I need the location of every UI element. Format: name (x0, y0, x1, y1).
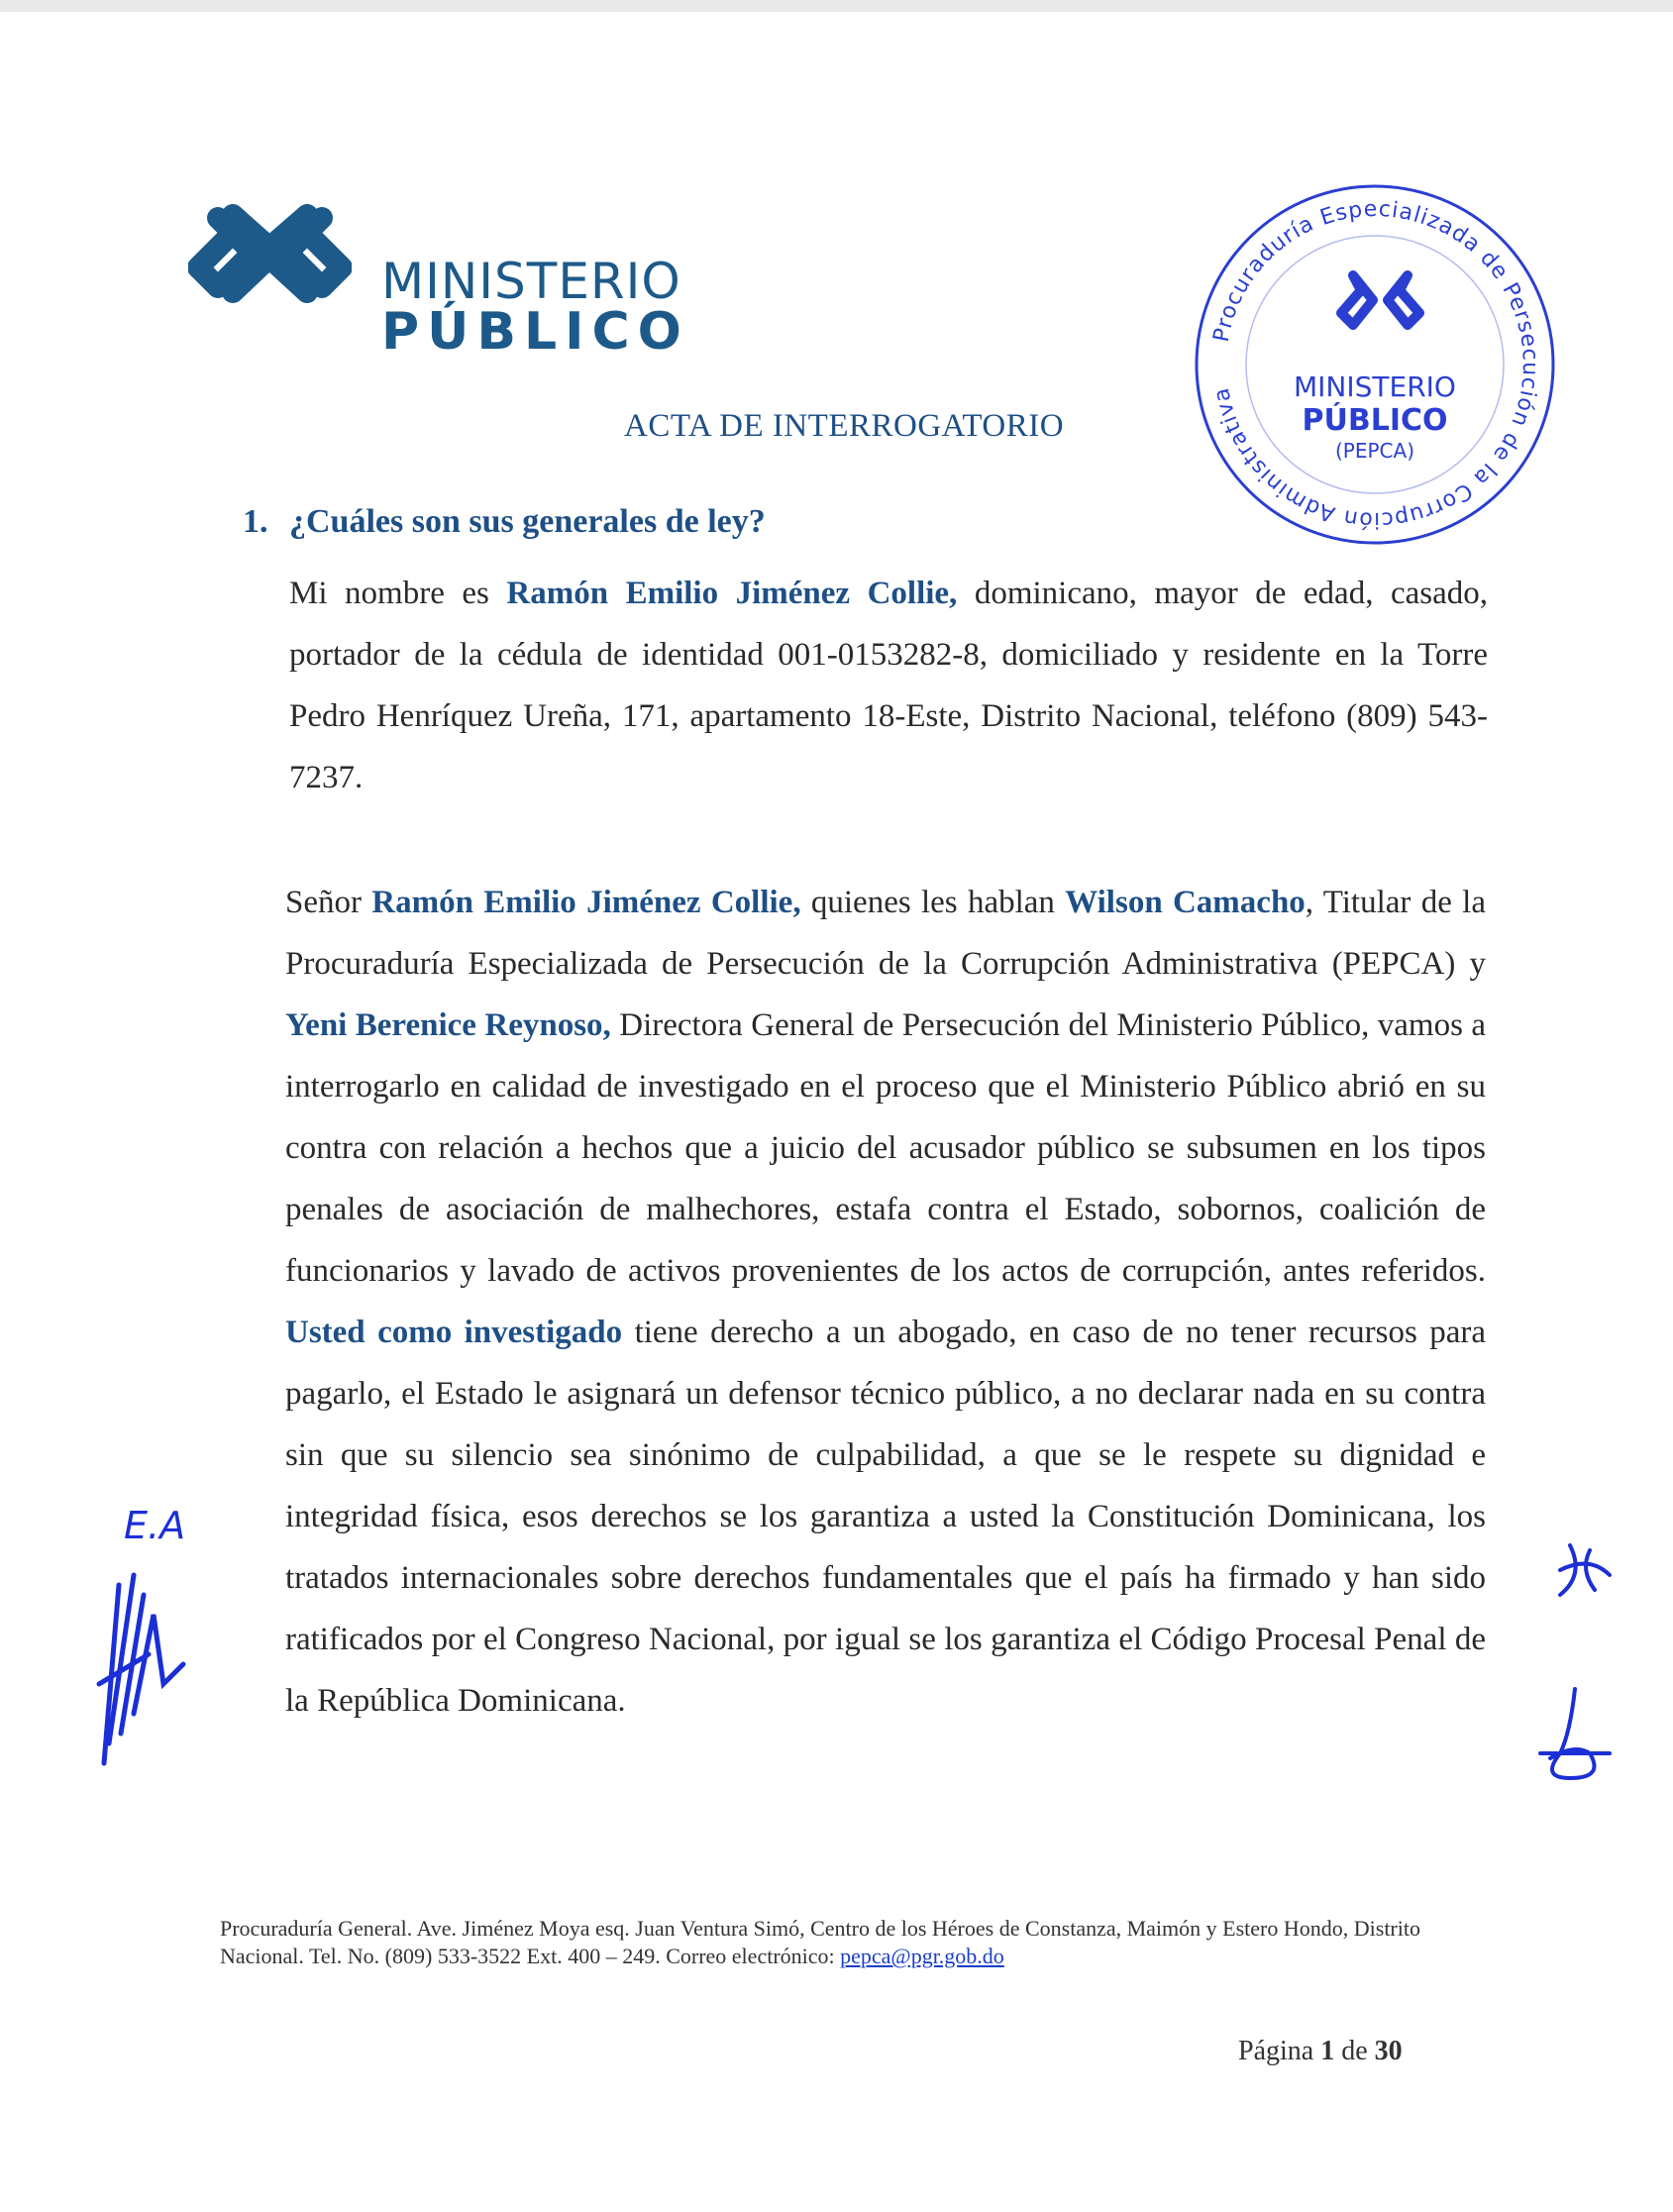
page-total: 30 (1374, 2036, 1403, 2066)
answer-paragraph (289, 563, 1488, 808)
speaker-name: Wilson Camacho (1065, 885, 1306, 920)
statement-name: Ramón Emilio Jiménez Collie, (371, 885, 801, 920)
speaker-name: Yeni Berenice Reynoso, (285, 1007, 611, 1043)
statement-paragraph (285, 872, 1486, 1732)
question-number: 1. (243, 503, 268, 540)
statement-text: quienes les hablan (800, 885, 1066, 920)
handwritten-signature (50, 1486, 208, 1783)
stamp-inner-line1: MINISTERIO (1294, 370, 1456, 403)
handwritten-mark (1530, 1684, 1620, 1793)
ministerio-logo-icon (188, 193, 352, 317)
logo-text-publico: PÚBLICO (381, 302, 689, 362)
handwritten-mark (1550, 1535, 1620, 1605)
footer-text: Procuraduría General. Ave. Jiménez Moya esq. Juan Ventura Simó, Centro de los Héroes de Constanza, Maimón y Estero Hondo, Distrito Nacional. Tel. No. (809) 533-3522 Ext. 400 – 249. Correo electrónico: (220, 1916, 1420, 1968)
logo-text-ministerio: MINISTERIO (381, 253, 681, 310)
statement-emphasis: Usted como investigado (285, 1315, 623, 1350)
svg-text:Procuraduría Especializada de (1209, 197, 1542, 532)
stamp-inner-line2: PÚBLICO (1302, 403, 1448, 438)
stamp-inner-line3: (PEPCA) (1334, 439, 1415, 463)
statement-text: tiene derecho a un abogado, en caso de no tener recursos para pagarlo, el Estado le asignará un defensor técnico público, a no declarar nada en su contra sin que su silencio sea sinónimo de culpabilidad, a que se le respete su dignidad e integridad física, esos derechos se los garantiza a usted la Constitución Dominicana, los tratados internacionales sobre derechos fundamentales que el país ha firmado y han sido ratificados por el Congreso Nacional, por igual se los garantiza el Código Procesal Penal de la República Dominicana. (285, 1315, 1486, 1719)
answer-name: Ramón Emilio Jiménez Collie, (506, 576, 958, 611)
statement-text: , Titular de la Procuraduría Especializada de Persecución de la Corrupción Administrativa (PEPCA) y (285, 885, 1486, 982)
svg-text:E.A: E.A (124, 1504, 186, 1547)
page-of: de (1334, 2036, 1375, 2066)
pepca-stamp (1187, 176, 1563, 553)
footer-address (220, 1915, 1448, 1970)
question-text: ¿Cuáles son sus generales de ley? (289, 503, 766, 540)
statement-text: Señor (285, 885, 372, 920)
document-title: ACTA DE INTERROGATORIO (624, 408, 1065, 444)
footer-email-link[interactable]: pepca@pgr.gob.do (840, 1944, 1004, 1968)
ministerio-publico-logo (188, 193, 941, 362)
answer-text: Mi nombre es (289, 576, 507, 611)
page-number (1238, 2036, 1403, 2067)
page-edge (0, 0, 1673, 12)
statement-text: Directora General de Persecución del Ministerio Público, vamos a interrogarlo en calidad de investigado en el proceso que el Ministerio Público abrió en su contra con relación a hechos que a juicio del acusador público se subsumen en los tipos penales de asociación de malhechores, estafa contra el Estado, sobornos, coalición de funcionarios y lavado de activos provenientes de los actos de corrupción, antes referidos. (285, 1007, 1487, 1289)
page-current: 1 (1320, 2036, 1335, 2066)
page-label: Página (1238, 2036, 1321, 2066)
stamp-ring-text: Procuraduría Especializada de Persecución de la Corrupción Administrativa (1208, 196, 1543, 533)
answer-text: dominicano, mayor de edad, casado, portador de la cédula de identidad 001-0153282-8, domiciliado y residente en la Torre Pedro Henríquez Ureña, 171, apartamento 18-Este, Distrito Nacional, teléfono (809) 543-7237. (289, 576, 1488, 795)
